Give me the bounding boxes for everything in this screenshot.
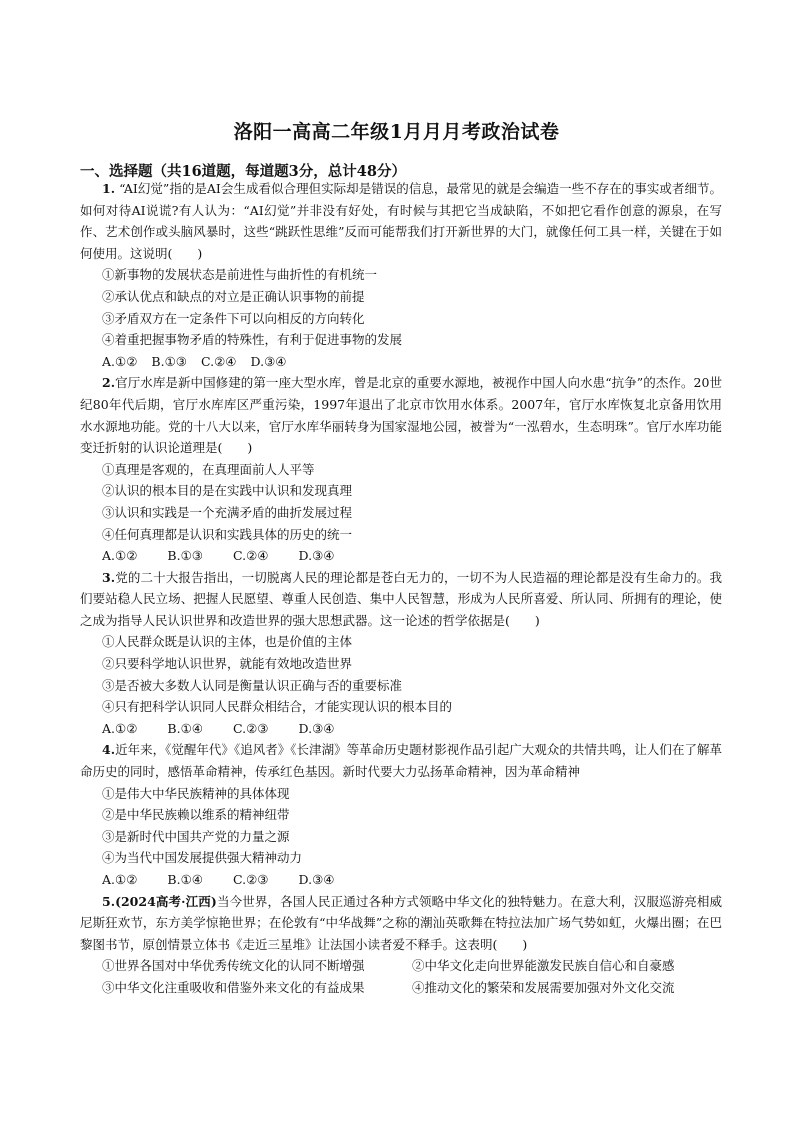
option-2: ②中华文化走向世界能激发民族自信心和自豪感 bbox=[412, 958, 675, 974]
option-4: ④为当代中国发展提供强大精神动力 bbox=[102, 850, 303, 866]
option-1: ①是伟大中华民族精神的具体体现 bbox=[102, 785, 290, 801]
section-header: 一、选择题（共16道题，每道题3分，总计48分） bbox=[80, 163, 406, 180]
answer-a: A.①② bbox=[102, 720, 138, 736]
option-4: ④任何真理都是认识和实践具体的历史的统一 bbox=[102, 526, 353, 542]
question-number: 5. bbox=[102, 893, 116, 909]
answer-d: D.③④ bbox=[298, 720, 335, 736]
answer-a: A.①② bbox=[102, 548, 138, 564]
answer-b: B.①④ bbox=[167, 720, 203, 736]
question-number: 4. bbox=[102, 742, 116, 758]
option-row-2 bbox=[80, 977, 722, 999]
option-4: ④着重把握事物矛盾的特殊性，有利于促进事物的发展 bbox=[102, 332, 403, 348]
answer-a: A.①② bbox=[102, 872, 138, 887]
question-text: 当今世界，各国人民正通过各种方式领略中华文化的独特魅力。在意大利，汉服巡游亮相威尼斯狂欢节，东方美学惊艳世界；在伦敦有“中华战舞”之称的潮汕英歌舞在特拉法加广场气势如虹，火爆出圈；在巴黎图书节，原创情景立体书《走近三星堆》让法国小读者爱不释手。这表明( ) bbox=[80, 893, 722, 952]
answer-c: C.②③ bbox=[233, 872, 269, 887]
option-1: ①人民群众既是认识的主体，也是价值的主体 bbox=[102, 634, 353, 650]
option-3: ③是否被大多数人认同是衡量认识正确与否的重要标准 bbox=[102, 677, 403, 693]
option-4: ④推动文化的繁荣和发展需要加强对外文化交流 bbox=[412, 979, 675, 995]
question-text: 官厅水库是新中国修建的第一座大型水库，曾是北京的重要水源地，被视作中国人向水患“抗争”的杰作。20世纪80年代后期，官厅水库库区严重污染，1997年退出了北京市饮用水体系。2007年，官厅水库恢复北京备用饮用水水源地功能。党的十八大以来，官厅水库华丽转身为国家湿地公园，被誉为“一泓碧水，生态明珠”。官厅水库功能变迁折射的认识论道理是( ) bbox=[80, 375, 722, 456]
option-3: ③认识和实践是一个充满矛盾的曲折发展过程 bbox=[102, 504, 353, 520]
option-1: ①真理是客观的，在真理面前人人平等 bbox=[102, 461, 315, 477]
answer-b: B.①③ bbox=[151, 353, 187, 369]
option-3: ③矛盾双方在一定条件下可以向相反的方向转化 bbox=[102, 310, 365, 326]
answer-choices bbox=[80, 718, 722, 740]
option-4: ④只有把科学认识同人民群众相结合，才能实现认识的根本目的 bbox=[102, 699, 453, 715]
option-row-1 bbox=[80, 955, 722, 977]
answer-b: B.①③ bbox=[167, 548, 203, 564]
question-source: (2024高考·江西) bbox=[115, 893, 217, 909]
answer-choices bbox=[80, 869, 722, 891]
option-1: ①世界各国对中华优秀传统文化的认同不断增强 bbox=[102, 958, 365, 974]
answer-choices bbox=[80, 545, 722, 567]
question-stem bbox=[80, 891, 722, 956]
question-number: 2. bbox=[102, 375, 116, 391]
answer-c: C.②③ bbox=[233, 720, 269, 736]
question-stem bbox=[80, 567, 722, 632]
question-5 bbox=[80, 891, 722, 999]
option-2: ②只要科学地认识世界，就能有效地改造世界 bbox=[102, 656, 353, 672]
answer-d: D.③④ bbox=[250, 353, 287, 369]
answer-d: D.③④ bbox=[298, 548, 335, 564]
answer-c: C.②④ bbox=[233, 548, 269, 564]
answer-b: B.①④ bbox=[167, 872, 203, 887]
question-text: 近年来，《觉醒年代》《追风者》《长津湖》等革命历史题材影视作品引起广大观众的共情共鸣，让人们在了解革命历史的同时，感悟革命精神，传承红色基因。新时代要大力弘扬革命精神，因为革命精神 bbox=[80, 742, 722, 780]
question-number: 3. bbox=[102, 569, 116, 585]
question-stem bbox=[80, 739, 722, 782]
exam-title: 洛阳一高高二年级1月月月考政治试卷 bbox=[233, 121, 560, 143]
answer-a: A.①② bbox=[102, 353, 138, 369]
question-2 bbox=[80, 372, 722, 566]
option-2: ②认识的根本目的是在实践中认识和发现真理 bbox=[102, 483, 353, 499]
option-2: ②是中华民族赖以维系的精神纽带 bbox=[102, 807, 290, 823]
option-1: ①新事物的发展状态是前进性与曲折性的有机统一 bbox=[102, 267, 378, 283]
question-number: 1. bbox=[102, 181, 116, 196]
question-1 bbox=[80, 178, 722, 372]
question-text: “AI幻觉”指的是AI会生成看似合理但实际却是错误的信息，最常见的就是会编造一些不存在的事实或者细节。如何对待AI说谎?有人认为：“AI幻觉”并非没有好处，有时候与其把它当成缺陷，不如把它看作创意的源泉，在写作、艺术创作或头脑风暴时，这些“跳跃性思维”反而可能帮我们打开新世界的大门，就像任何工具一样，关键在于如何使用。这说明( ) bbox=[80, 181, 722, 261]
question-stem bbox=[80, 372, 722, 458]
answer-choices bbox=[80, 351, 722, 373]
option-3: ③是新时代中国共产党的力量之源 bbox=[102, 828, 290, 844]
question-list bbox=[80, 178, 722, 999]
question-3 bbox=[80, 567, 722, 740]
option-2: ②承认优点和缺点的对立是正确认识事物的前提 bbox=[102, 288, 365, 304]
option-3: ③中华文化注重吸收和借鉴外来文化的有益成果 bbox=[102, 979, 365, 995]
answer-d: D.③④ bbox=[298, 872, 335, 887]
answer-c: C.②④ bbox=[201, 353, 237, 369]
question-stem bbox=[80, 178, 722, 264]
question-4 bbox=[80, 739, 722, 890]
question-text: 党的二十大报告指出，一切脱离人民的理论都是苍白无力的，一切不为人民造福的理论都是没有生命力的。我们要站稳人民立场、把握人民愿望、尊重人民创造、集中人民智慧，形成为人民所喜爱、所认同、所拥有的理论，使之成为指导人民认识世界和改造世界的强大思想武器。这一论述的哲学依据是( ) bbox=[80, 569, 722, 628]
